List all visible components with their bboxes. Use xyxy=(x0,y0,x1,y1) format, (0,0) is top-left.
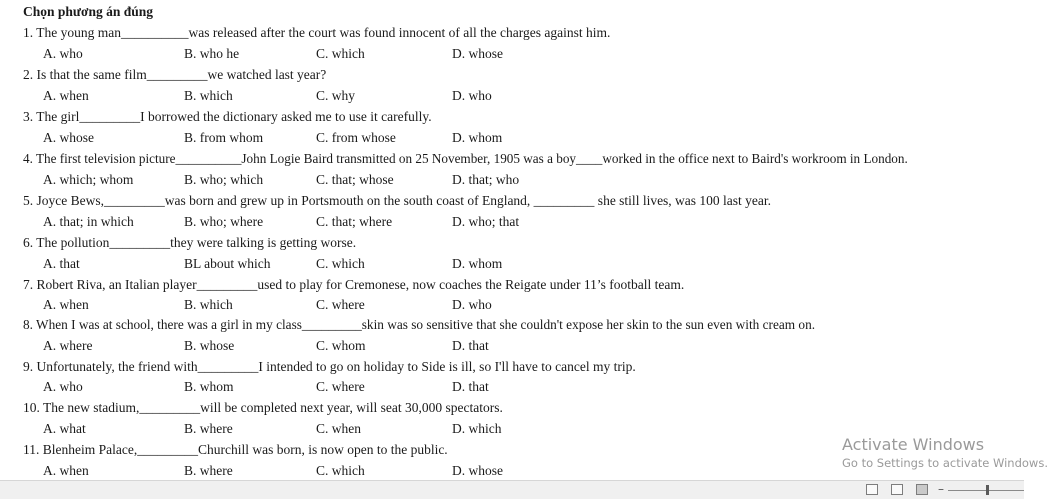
q2-option-c: C. why xyxy=(316,88,356,103)
q3-option-c: C. from whose xyxy=(316,130,396,145)
q11-option-b: B. where xyxy=(184,463,233,478)
q4-option-c: C. that; whose xyxy=(316,172,394,187)
q4-option-d: D. that; who xyxy=(452,172,520,187)
q7-option-b: B. which xyxy=(184,297,233,312)
question-7: 7. Robert Riva, an Italian player_________used to play for Cremonese, now coaches the Reigate under 11’s football team. xyxy=(23,277,685,292)
exercise-title: Chọn phương án đúng xyxy=(23,4,154,19)
q7-option-d: D. who xyxy=(452,297,492,312)
q8-option-a: A. where xyxy=(43,338,93,353)
q4-option-a: A. which; whom xyxy=(43,172,134,187)
q6-option-b: BL about which xyxy=(184,256,271,271)
q2-option-b: B. which xyxy=(184,88,233,103)
q6-option-d: D. whom xyxy=(452,256,503,271)
question-9: 9. Unfortunately, the friend with_________I intended to go on holiday to Side is ill, so I'll have to cancel my trip. xyxy=(23,359,636,374)
q1-option-a: A. who xyxy=(43,46,83,61)
q10-option-b: B. where xyxy=(184,421,233,436)
q5-option-b: B. who; where xyxy=(184,214,264,229)
q5-option-d: D. who; that xyxy=(452,214,520,229)
q3-option-a: A. whose xyxy=(43,130,94,145)
q11-option-d: D. whose xyxy=(452,463,503,478)
q9-option-c: C. where xyxy=(316,379,365,394)
question-3: 3. The girl_________I borrowed the dictionary asked me to use it carefully. xyxy=(23,109,432,124)
q6-option-a: A. that xyxy=(43,256,80,271)
q11-option-c: C. which xyxy=(316,463,365,478)
watermark-subtitle: Go to Settings to activate Windows. xyxy=(842,456,1048,470)
q10-option-c: C. when xyxy=(316,421,361,436)
q1-option-c: C. which xyxy=(316,46,365,61)
status-bar xyxy=(0,480,1024,499)
q5-option-a: A. that; in which xyxy=(43,214,134,229)
q8-option-c: C. whom xyxy=(316,338,366,353)
q1-option-d: D. whose xyxy=(452,46,503,61)
q9-option-a: A. who xyxy=(43,379,83,394)
question-11: 11. Blenheim Palace,_________Churchill was born, is now open to the public. xyxy=(23,442,448,457)
activate-windows-watermark xyxy=(842,435,1048,471)
q3-option-b: B. from whom xyxy=(184,130,264,145)
q2-option-a: A. when xyxy=(43,88,89,103)
q3-option-d: D. whom xyxy=(452,130,503,145)
print-layout-icon[interactable] xyxy=(891,484,903,495)
question-10: 10. The new stadium,_________will be completed next year, will seat 30,000 spectators. xyxy=(23,400,503,415)
q1-option-b: B. who he xyxy=(184,46,240,61)
web-layout-icon[interactable] xyxy=(916,484,928,495)
question-1: 1. The young man__________was released after the court was found innocent of all the charges against him. xyxy=(23,25,611,40)
q4-option-b: B. who; which xyxy=(184,172,264,187)
q7-option-a: A. when xyxy=(43,297,89,312)
q2-option-d: D. who xyxy=(452,88,492,103)
q8-option-d: D. that xyxy=(452,338,489,353)
q5-option-c: C. that; where xyxy=(316,214,393,229)
question-4: 4. The first television picture__________John Logie Baird transmitted on 25 November, 1905 was a boy____worked in the office next to Baird's workroom in London. xyxy=(23,151,908,166)
q6-option-c: C. which xyxy=(316,256,365,271)
zoom-out-button[interactable]: – xyxy=(938,482,944,496)
q10-option-a: A. what xyxy=(43,421,86,436)
q9-option-b: B. whom xyxy=(184,379,234,394)
question-6: 6. The pollution_________they were talking is getting worse. xyxy=(23,235,357,250)
zoom-slider-thumb[interactable] xyxy=(986,485,989,495)
q8-option-b: B. whose xyxy=(184,338,235,353)
watermark-title: Activate Windows xyxy=(842,435,985,454)
q11-option-a: A. when xyxy=(43,463,89,478)
read-mode-icon[interactable] xyxy=(866,484,878,495)
q7-option-c: C. where xyxy=(316,297,365,312)
question-5: 5. Joyce Bews,_________was born and grew up in Portsmouth on the south coast of England, _________ she still lives, was 100 last year. xyxy=(23,193,772,208)
q9-option-d: D. that xyxy=(452,379,489,394)
question-8: 8. When I was at school, there was a girl in my class_________skin was so sensitive that she couldn't expose her skin to the sun even with cream on. xyxy=(23,317,816,332)
question-2: 2. Is that the same film_________we watched last year? xyxy=(23,67,327,82)
q10-option-d: D. which xyxy=(452,421,502,436)
